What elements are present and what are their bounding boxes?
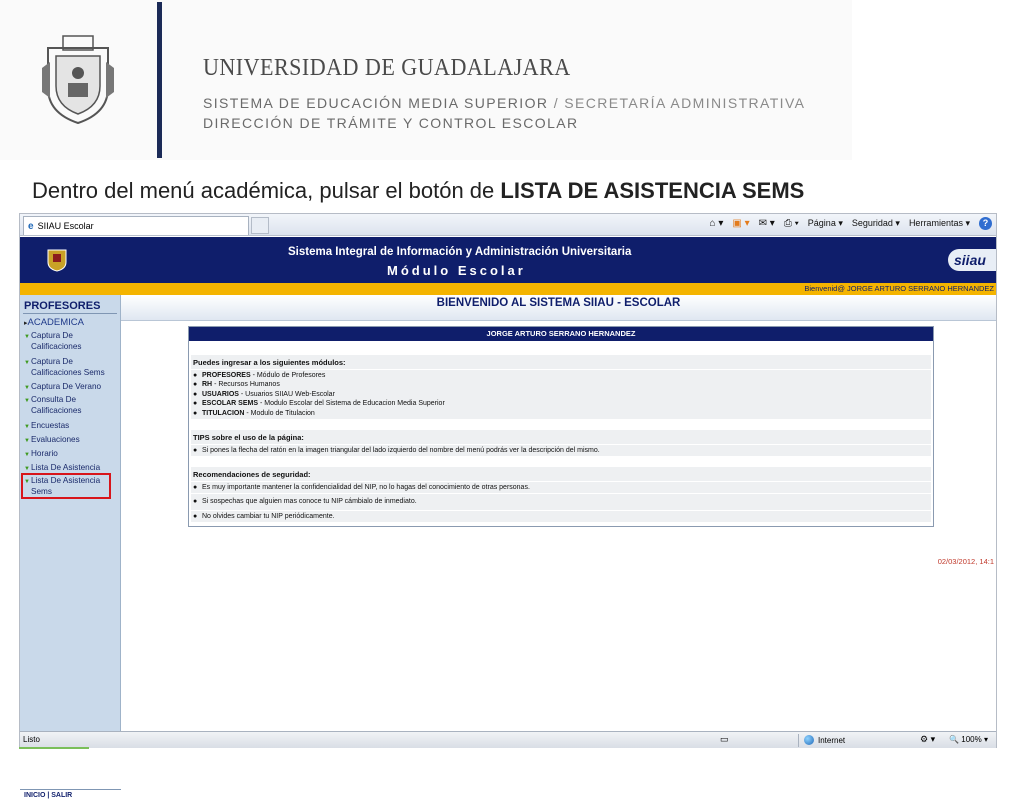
system-subtitle (203, 95, 805, 111)
sidebar-footer-links[interactable]: INICIO | SALIR (20, 789, 121, 801)
bullet-icon: ● (193, 381, 198, 388)
sidebar-item-captura-calificaciones[interactable]: ▼ Captura De Calificaciones (24, 331, 82, 351)
tools-menu[interactable]: Herramientas ▾ (908, 218, 970, 228)
module-item[interactable]: ● RH - Recursos Humanos (193, 381, 280, 388)
menu-triangle-icon[interactable]: ▼ (24, 424, 30, 430)
mail-icon[interactable]: ✉ ▾ (758, 218, 775, 229)
siiau-logo: siiau (948, 249, 996, 271)
menu-triangle-icon[interactable]: ▼ (24, 360, 30, 366)
expand-arrow-icon: ▸ (24, 320, 28, 327)
menu-triangle-icon[interactable]: ▼ (24, 479, 30, 485)
security-item: ● Es muy importante mantener la confidencialidad del NIP, no lo hagas del conocimiento de otras personas. (191, 482, 931, 495)
menu-triangle-icon[interactable]: ▼ (24, 334, 30, 340)
udg-shield-icon (46, 246, 68, 272)
menu-triangle-icon[interactable]: ▼ (24, 385, 30, 391)
highlight-box (21, 473, 111, 499)
slide-banner (0, 0, 852, 160)
status-bar (20, 731, 996, 748)
menu-triangle-icon[interactable]: ▼ (24, 438, 30, 444)
sidebar-item-captura-verano[interactable]: ▼ Captura De Verano (24, 382, 116, 394)
instruction-highlight: LISTA DE ASISTENCIA SEMS (500, 178, 805, 203)
browser-tab[interactable] (23, 216, 249, 235)
sidebar-item-horario[interactable]: ▼ Horario (24, 449, 116, 461)
menu-triangle-icon[interactable]: ▼ (24, 452, 30, 458)
status-icon: ▭ (720, 734, 729, 744)
module-item[interactable]: ● TITULACION - Modulo de Titulacion (193, 409, 315, 417)
system-name: SISTEMA DE EDUCACIÓN MEDIA SUPERIOR (203, 95, 549, 111)
menu-triangle-icon[interactable]: ▼ (24, 466, 30, 472)
slide-accent-line (19, 747, 89, 749)
bullet-icon: ● (193, 390, 198, 398)
command-bar (710, 217, 992, 230)
bullet-icon: ● (193, 409, 198, 417)
security-item: ● Si sospechas que alguien mas conoce tu NIP cámbialo de inmediato. (191, 494, 931, 511)
bullet-icon: ● (193, 483, 198, 491)
tips-heading: TIPS sobre el uso de la página: (191, 430, 931, 445)
security-item: ● No olvides cambiar tu NIP periódicamente. (191, 511, 931, 524)
sidebar-item-lista-asistencia[interactable]: ▼ Lista De Asistencia (24, 463, 116, 475)
security-menu[interactable]: Seguridad ▾ (851, 218, 900, 228)
status-divider (798, 734, 799, 747)
instruction-prefix: Dentro del menú académica, pulsar el botón de (32, 178, 501, 203)
department-subtitle: DIRECCIÓN DE TRÁMITE Y CONTROL ESCOLAR (203, 115, 579, 131)
print-icon[interactable]: ⎙ ▾ (783, 218, 799, 229)
browser-toolbar (20, 214, 996, 236)
sidebar-item-captura-calificaciones-sems[interactable]: ▼ Captura De Calificaciones Sems (24, 357, 105, 377)
tip-item: ● Si pones la flecha del ratón en la imagen triangular del lado izquierdo del nombre del menú podrás ver la descripción del mismo. (191, 445, 931, 458)
bullet-icon: ● (193, 400, 198, 407)
page-menu[interactable]: Página ▾ (807, 218, 843, 228)
globe-icon (804, 735, 814, 745)
date-stamp: 02/03/2012, 14:1 (937, 557, 994, 566)
secretariat-name: / SECRETARÍA ADMINISTRATIVA (553, 95, 806, 111)
university-name: UNIVERSIDAD DE GUADALAJARA (203, 55, 571, 81)
panel-spacer (189, 420, 933, 430)
module-item[interactable]: ● PROFESORES - Módulo de Profesores (193, 371, 326, 379)
system-title: Sistema Integral de Información y Administración Universitaria (288, 246, 632, 258)
panel-spacer (189, 341, 933, 355)
security-heading: Recomendaciones de seguridad: (191, 467, 931, 482)
user-name-header: JORGE ARTURO SERRANO HERNANDEZ (189, 327, 933, 341)
security-zone[interactable]: Internet (804, 735, 845, 745)
module-title: Módulo Escolar (387, 263, 526, 278)
main-title: BIENVENIDO AL SISTEMA SIIAU - ESCOLAR (121, 295, 996, 321)
university-seal-logo (38, 28, 118, 128)
zoom-control[interactable]: 🔍 100% ▾ (949, 735, 988, 744)
banner-divider (157, 2, 162, 158)
welcome-panel (188, 326, 934, 527)
sidebar-item-consulta-calificaciones[interactable]: ▼ Consulta De Calificaciones (24, 395, 82, 415)
bullet-icon: ● (193, 446, 198, 454)
home-icon[interactable]: ⌂ ▾ (709, 218, 724, 229)
ie-favicon-icon: e (28, 220, 34, 232)
siiau-header (20, 237, 996, 283)
bullet-icon: ● (193, 498, 198, 505)
tab-title: SIIAU Escolar (37, 221, 94, 231)
sidebar-item-lista-asistencia-sems[interactable]: ▼ Lista De Asistencia Sems (24, 476, 101, 496)
sidebar-item-evaluaciones[interactable]: ▼ Evaluaciones (24, 435, 116, 447)
welcome-text: Bienvenid@ JORGE ARTURO SERRANO HERNANDEZ (804, 284, 994, 293)
status-text: Listo (23, 735, 40, 744)
browser-screenshot (19, 213, 997, 799)
protected-mode-icon[interactable]: ⚙ ▾ (920, 734, 936, 744)
panel-spacer (189, 457, 933, 467)
help-icon[interactable]: ? (979, 217, 992, 230)
feeds-icon[interactable]: ▣ ▾ (732, 218, 750, 229)
bullet-icon: ● (193, 512, 198, 520)
bullet-icon: ● (193, 371, 198, 379)
sidebar-item-encuestas[interactable]: ▼ Encuestas (24, 421, 116, 433)
new-tab-button[interactable] (251, 217, 269, 234)
instruction-text (32, 178, 804, 204)
sidebar-title: PROFESORES (24, 300, 101, 312)
module-item[interactable]: ● ESCOLAR SEMS - Modulo Escolar del Sistema de Educacion Media Superior (193, 400, 445, 407)
modules-heading: Puedes ingresar a los siguientes módulos: (191, 355, 931, 370)
modules-list (191, 370, 931, 421)
sidebar-section-academica[interactable]: ▸ACADEMICA (24, 317, 84, 328)
menu-triangle-icon[interactable]: ▼ (24, 398, 30, 404)
module-item[interactable]: ● USUARIOS - Usuarios SIIAU Web-Escolar (193, 390, 335, 398)
sidebar-divider (23, 313, 117, 314)
